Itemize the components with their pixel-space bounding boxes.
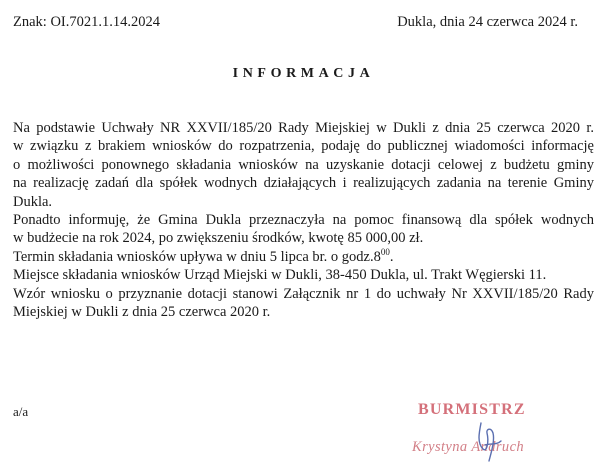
paragraph-line: Wzór wniosku o przyznanie dotacji stanowi Załącznik nr 1 do uchwały Nr XXVII/185/20 Rady: [13, 285, 594, 302]
document-body: [13, 119, 594, 321]
paragraph-line: o możliwości ponownego składania wniosków na uzyskanie dotacji celowej z budżetu gminy: [13, 156, 594, 173]
paragraph-line: w budżecie na rok 2024, po zwiększeniu środków, kwotę 85 000,00 zł.: [13, 230, 424, 247]
deadline-line: [13, 248, 594, 266]
place-and-date: Dukla, dnia 24 czerwca 2024 r.: [397, 14, 578, 30]
stamp-title: BURMISTRZ: [418, 401, 526, 418]
place-line: Miejsce składania wniosków Urząd Miejski w Dukli, 38-450 Dukla, ul. Trakt Węgierski 11.: [13, 267, 547, 284]
paragraph-line: na realizację zadań dla spółek wodnych działających i realizujących zadania na terenie Gminy: [13, 175, 594, 192]
deadline-text: Termin składania wniosków upływa w dniu 5 lipca br. o godz.8: [13, 248, 381, 265]
stamp-name: Krystyna Andruch: [412, 439, 525, 455]
paragraph-line: w związku z brakiem wniosków do rozpatrzenia, podaję do publicznej wiadomości informację: [13, 138, 594, 155]
paragraph-line: Ponadto informuję, że Gmina Dukla przeznaczyła na pomoc finansową dla spółek wodnych: [13, 212, 594, 229]
author-initials: a/a: [13, 404, 29, 419]
paragraph-line: Dukla.: [13, 193, 53, 210]
deadline-suffix: .: [389, 248, 394, 265]
paragraph-line: Miejskiej w Dukli z dnia 25 czerwca 2020 r.: [13, 304, 271, 321]
paragraph-line: Na podstawie Uchwały NR XXVII/185/20 Rady Miejskiej w Dukli z dnia 25 czerwca 2020 r.: [13, 120, 594, 136]
mayor-stamp: [412, 401, 562, 465]
signature-icon: [467, 419, 507, 465]
deadline-superscript: 00: [380, 246, 390, 257]
reference-number: Znak: OI.7021.1.14.2024: [13, 14, 160, 30]
document-title: INFORMACJA: [232, 66, 375, 81]
